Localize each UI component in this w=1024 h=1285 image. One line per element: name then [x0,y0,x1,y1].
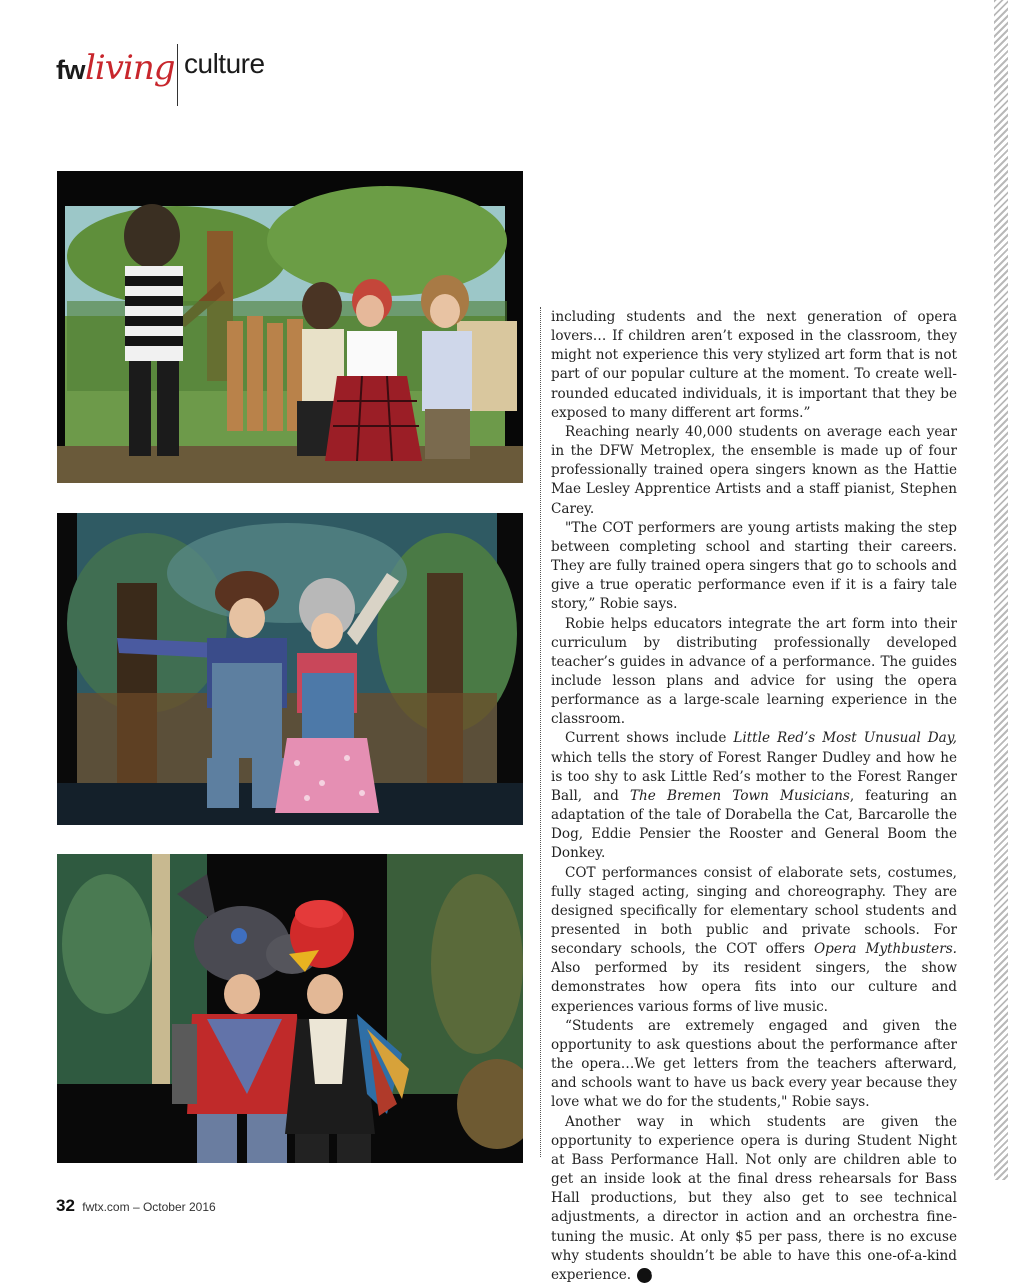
photo-little-red-cast [57,171,523,483]
end-mark-icon: fw [637,1268,652,1283]
column-rule [540,307,541,1157]
brand-fw: fw [56,55,85,85]
paragraph-3: "The COT performers are young artists making the step between completing school and starting their careers. They are fully trained opera singers that go to schools and give a true operatic performance even if it is a fairy tale story,” Robie says. [551,519,957,613]
section-name: culture [184,48,265,79]
paragraph-8 [551,1113,957,1285]
paragraph-5 [551,729,957,863]
paragraph-2: Reaching nearly 40,000 students on average each year in the DFW Metroplex, the ensemble is made up of four professionally trained opera singers known as the Hattie Mae Lesley Apprentice Artists and a staff pianist, Stephen Carey. [551,423,957,517]
paragraph-4: Robie helps educators integrate the art form into their curriculum by distributing professionally developed teacher’s guides in advance of a performance. The guides include lesson plans and advice for using the opera performance as a large-scale learning experience in the classroom. [551,615,957,728]
p8-text: Another way in which students are given the opportunity to experience opera is during Student Night at Bass Performance Hall. Not only are children able to get an inside look at the final dress rehearsals for Bass Hall productions, but they also get to see technical adjustments, a director in action and an orchestra fine-tuning the music. At only $5 per pass, there is no excuse why students shouldn’t be able to have this one-of-a-kind experience. [551,1113,957,1283]
brand-logo [56,48,175,88]
page-footer [56,1196,216,1216]
p5-text-b: which tells the story of Forest Ranger Dudley and how he is too shy to ask Little Red’s mother to the Forest Ranger Ball, and [551,749,957,804]
paragraph-6 [551,864,957,1017]
photo-cat-and-dog-performers [57,513,523,825]
edge-decoration [966,0,1024,1237]
show-title-bremen: The Bremen Town Musicians [629,787,850,804]
page-number: 32 [56,1196,75,1215]
p6-text-a: COT performances consist of elaborate sets, costumes, fully staged acting, singing and choreography. They are designed specifically for elementary school students and presented in both public and private schools. For secondary schools, the COT offers [551,864,957,958]
p5-text-a: Current shows include [565,730,734,747]
paragraph-7: “Students are extremely engaged and given the opportunity to ask questions about the performance after the opera…We get letters from the teachers afterward, and schools want to have us back every year because they love what we do for the students," Robie says. [551,1017,957,1111]
show-title-mythbusters: Opera Mythbusters. [813,941,957,958]
photo-donkey-and-rooster [57,854,523,1163]
paragraph-1: including students and the next generation of opera lovers… If children aren’t exposed in the classroom, they might not experience this very stylized art form that is not part of our popular culture at the moment. To create well-rounded educated individuals, it is important that they be exposed to many different art forms.” [551,309,957,421]
article-body [551,308,957,1285]
p6-text-b: Also performed by its resident singers, the show demonstrates how opera fits into our culture and experiences various forms of live music. [551,960,957,1015]
show-title-little-red: Little Red’s Most Unusual Day, [733,730,957,747]
header-divider [177,44,178,106]
publication-line: fwtx.com – October 2016 [82,1200,216,1214]
brand-living: living [85,48,175,88]
p5-text-c: , featuring an adaptation of the tale of Dorabella the Cat, Barcarolle the Dog, Eddie Pensier the Rooster and General Boom the Donkey. [551,787,957,862]
